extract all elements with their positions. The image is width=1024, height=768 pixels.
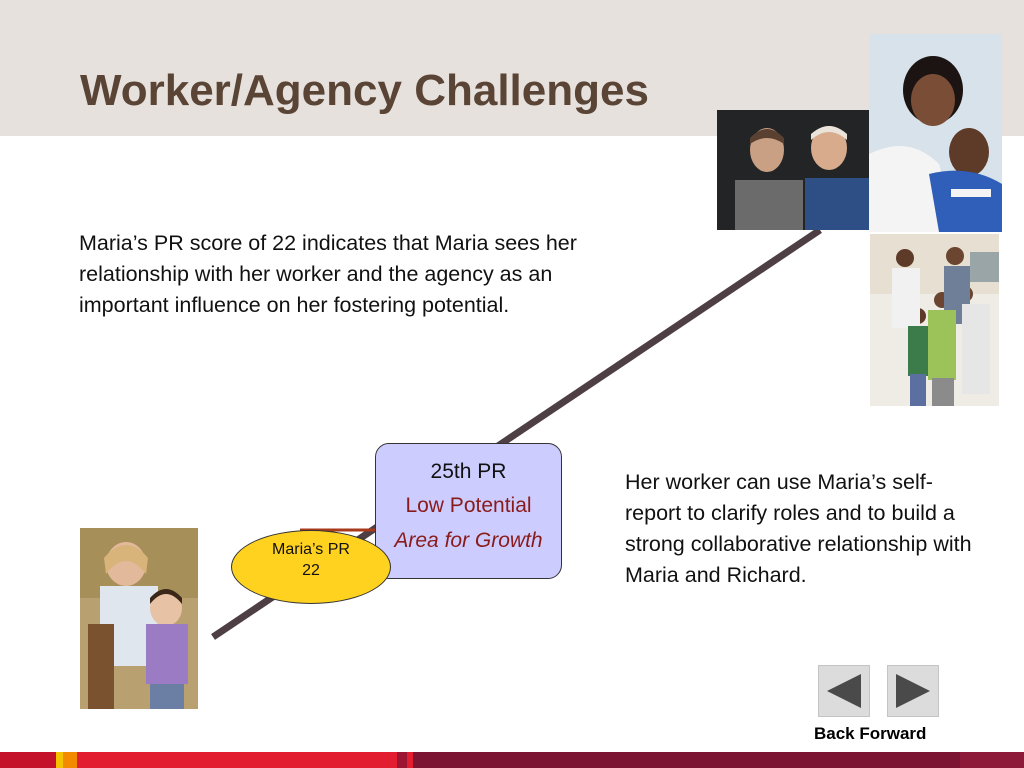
footer-bar xyxy=(0,752,1024,768)
growth-label: Area for Growth xyxy=(394,529,543,552)
mother-child-photo xyxy=(869,34,1002,232)
forward-button[interactable] xyxy=(887,665,939,717)
triangle-right-icon xyxy=(888,666,938,716)
percentile-box xyxy=(375,443,562,579)
triangle-left-icon xyxy=(819,666,869,716)
father-son-photo xyxy=(717,110,871,230)
family-group-photo xyxy=(870,234,999,406)
nav-labels xyxy=(814,724,926,744)
back-button[interactable] xyxy=(818,665,870,717)
slide-title: Worker/Agency Challenges xyxy=(80,66,649,115)
forward-link[interactable]: Forward xyxy=(859,724,927,743)
grandmother-girl-photo xyxy=(80,528,198,709)
back-link[interactable]: Back xyxy=(814,724,855,743)
score-marker-value: 22 xyxy=(302,562,320,579)
potential-label: Low Potential xyxy=(405,494,532,517)
percentile-label: 25th PR xyxy=(430,460,507,483)
side-text: Her worker can use Maria’s self-report to clarify roles and to build a strong collaborative relationship with Maria and Richard. xyxy=(625,470,972,587)
score-marker xyxy=(231,530,391,604)
body-text: Maria’s PR score of 22 indicates that Maria sees her relationship with her worker and the agency as an important influence on her fostering potential. xyxy=(79,231,577,317)
score-marker-label: Maria’s PR xyxy=(272,541,350,558)
